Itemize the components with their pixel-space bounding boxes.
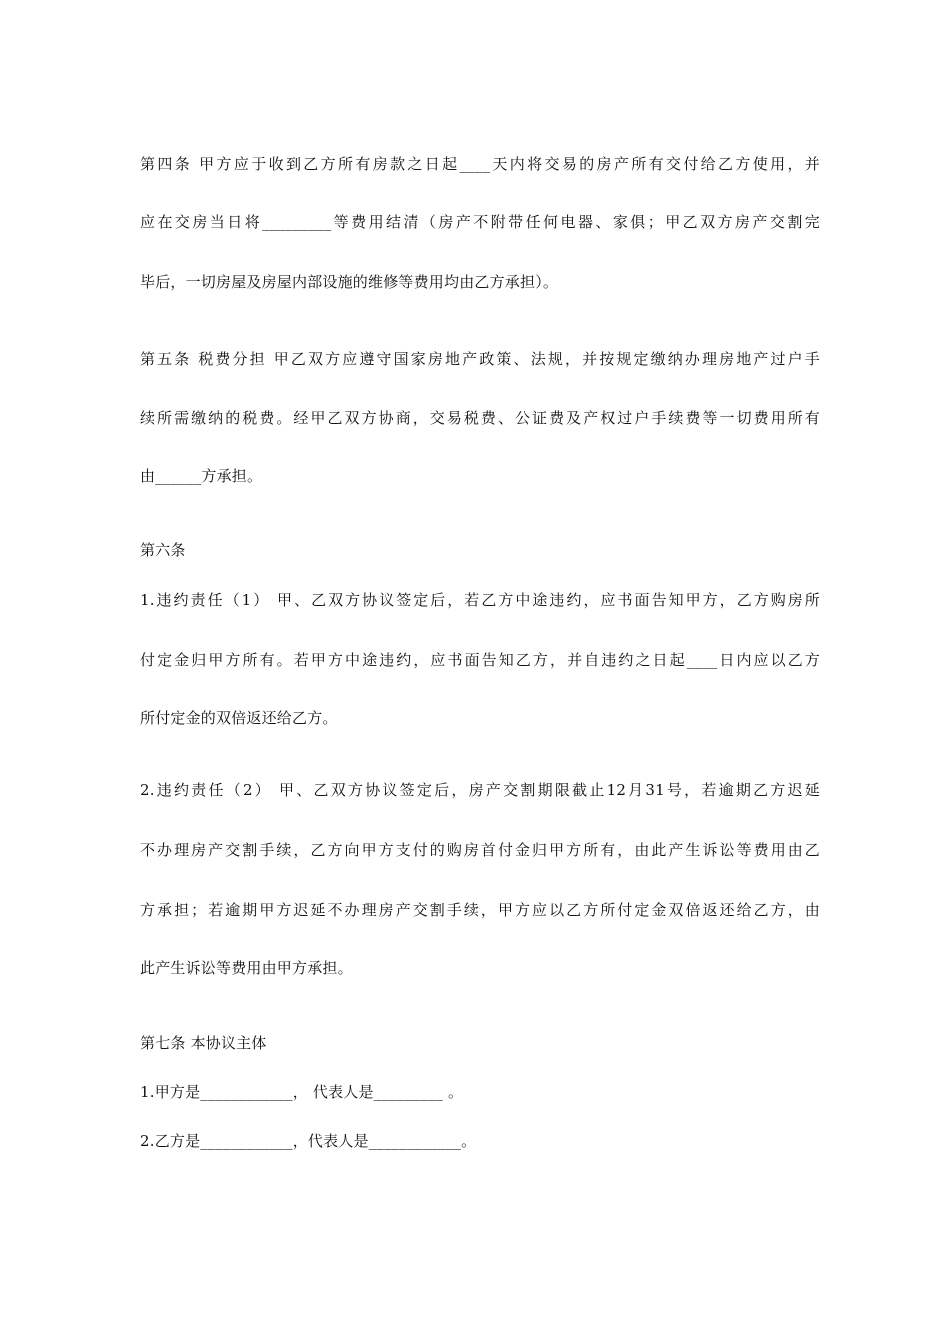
article7-party-a: 1.甲方是____________， 代表人是_________ 。 bbox=[140, 1083, 464, 1101]
article6-item1-line-1: 1.违约责任（1） 甲、乙双方协议签定后，若乙方中途违约，应书面告知甲方，乙方购房所 bbox=[140, 591, 820, 609]
article6-item2-line-2: 不办理房产交割手续，乙方向甲方支付的购房首付金归甲方所有，由此产生诉讼等费用由乙 bbox=[140, 841, 820, 859]
article4-line-2: 应在交房当日将_________等费用结清（房产不附带任何电器、家俱；甲乙双方房产交割完 bbox=[140, 213, 820, 231]
article4-line-3: 毕后，一切房屋及房屋内部设施的维修等费用均由乙方承担）。 bbox=[140, 273, 559, 291]
article6-item2-line-1: 2.违约责任（2） 甲、乙双方协议签定后，房产交割期限截止12月31号，若逾期乙方迟延 bbox=[140, 781, 820, 799]
article5-line-3: 由______方承担。 bbox=[140, 467, 263, 485]
article6-item1-line-3: 所付定金的双倍返还给乙方。 bbox=[140, 709, 338, 727]
article6-title: 第六条 bbox=[140, 541, 186, 559]
article6-item1-line-2: 付定金归甲方所有。若甲方中途违约，应书面告知乙方，并自违约之日起____日内应以乙方 bbox=[140, 651, 820, 669]
article7-party-b: 2.乙方是____________，代表人是____________。 bbox=[140, 1132, 477, 1150]
article4-line-1: 第四条 甲方应于收到乙方所有房款之日起____天内将交易的房产所有交付给乙方使用，并 bbox=[140, 155, 820, 173]
article6-item2-line-4: 此产生诉讼等费用由甲方承担。 bbox=[140, 959, 353, 977]
article5-line-2: 续所需缴纳的税费。经甲乙双方协商，交易税费、公证费及产权过户手续费等一切费用所有 bbox=[140, 409, 820, 427]
article5-line-1: 第五条 税费分担 甲乙双方应遵守国家房地产政策、法规，并按规定缴纳办理房地产过户手 bbox=[140, 350, 820, 368]
article7-title: 第七条 本协议主体 bbox=[140, 1034, 267, 1052]
article6-item2-line-3: 方承担；若逾期甲方迟延不办理房产交割手续，甲方应以乙方所付定金双倍返还给乙方，由 bbox=[140, 901, 820, 919]
